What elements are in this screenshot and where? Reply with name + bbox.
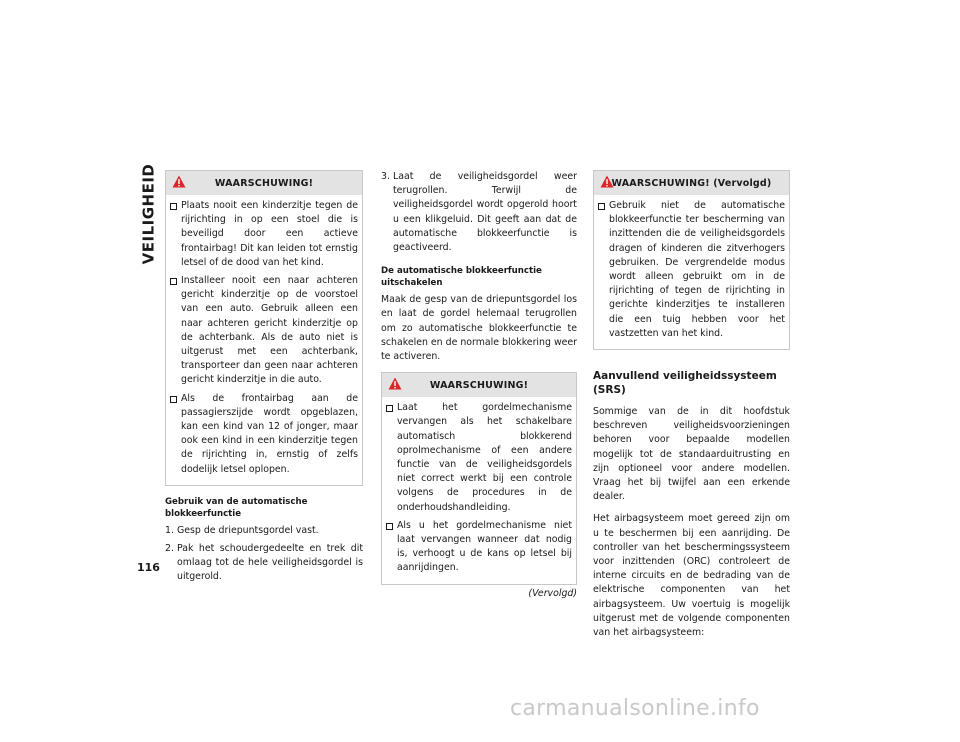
step-text: Gesp de driepuntsgordel vast. <box>177 524 319 536</box>
warning-item <box>598 199 785 341</box>
warning-body <box>594 195 789 349</box>
warning-triangle-icon <box>172 175 186 188</box>
checkbox-bullet-icon <box>386 405 393 412</box>
step-number: 1. <box>165 524 174 536</box>
warning-item <box>170 392 358 477</box>
watermark[interactable]: carmanualsonline.info <box>510 696 760 721</box>
checkbox-bullet-icon <box>598 203 605 210</box>
warning-item <box>170 199 358 270</box>
page-number: 116 <box>137 561 160 574</box>
checkbox-bullet-icon <box>170 203 177 210</box>
warning-item-text: Laat het gordelmechanisme vervangen als het schakelbare automatisch blokkerend oprolmechanisme of een andere functie van de veiligheidsgordels niet correct werkt bij een controle volgens de procedures in de onderhoudshandleiding. <box>397 402 572 513</box>
warning-header <box>166 171 362 195</box>
step-text: Pak het schoudergedeelte en trek dit omlaag tot de hele veiligheidsgordel is uitgerold. <box>177 543 363 583</box>
paragraph: Het airbagsysteem moet gereed zijn om u te beschermen bij een aanrijding. De controller van het beschermingssysteem voor inzittenden (ORC) controleert de interne circuits en de bedrading van de elektrische componenten van het airbagsysteem. Uw voertuig is mogelijk uitgerust met de volgende componenten van het airbagsysteem: <box>593 513 790 639</box>
subheading: De automatische blokkeerfunctie uitschakelen <box>381 266 542 289</box>
warning-header <box>594 171 789 195</box>
checkbox-bullet-icon <box>386 523 393 530</box>
step-number: 2. <box>165 543 174 555</box>
warning-item-text: Plaats nooit een kinderzitje tegen de rijrichting in op een stoel die is beveiligd door een actieve frontairbag! Dit kan leiden tot ernstig letsel of de dood van het kind. <box>181 200 358 268</box>
column-1 <box>165 170 363 589</box>
warning-box <box>593 170 790 350</box>
subheading: Gebruik van de automatische blokkeerfunctie <box>165 496 308 519</box>
step-text: Laat de veiligheidsgordel weer terugrollen. Terwijl de veiligheidsgordel wordt opgerold hoort u een klikgeluid. Dit geeft aan dat de automatische blokkeerfunctie is geactiveerd. <box>393 171 577 254</box>
warning-body <box>382 397 576 583</box>
warning-item-text: Als u het gordelmechanisme niet laat vervangen wanneer dat nodig is, verhoogt u de kans op letsel bij aanrijdingen. <box>397 519 572 574</box>
warning-title: WAARSCHUWING! (Vervolgd) <box>611 177 772 189</box>
warning-box <box>165 170 363 486</box>
warning-triangle-icon <box>388 377 402 390</box>
warning-title: WAARSCHUWING! <box>214 177 314 189</box>
column-2 <box>381 170 577 601</box>
warning-header <box>382 373 576 397</box>
section-label-text: VEILIGHEID <box>139 163 158 265</box>
warning-body <box>166 195 362 485</box>
checkbox-bullet-icon <box>170 278 177 285</box>
warning-item-text: Als de frontairbag aan de passagierszijde wordt opgeblazen, kan een kind van 12 of jonger, maar ook een kind in een kinderzitje tegen de rijrichting in, ernstig of zelfs dodelijk letsel oplopen. <box>181 392 358 475</box>
warning-title: WAARSCHUWING! <box>429 379 529 391</box>
continued-label: (Vervolgd) <box>528 587 577 599</box>
step-item <box>381 170 577 255</box>
checkbox-bullet-icon <box>170 396 177 403</box>
warning-triangle-icon <box>600 175 614 188</box>
step-item <box>165 542 363 585</box>
warning-item <box>386 519 572 576</box>
column-3 <box>593 170 790 648</box>
section-label <box>137 163 159 265</box>
warning-item <box>386 401 572 515</box>
step-item <box>165 524 363 538</box>
section-heading: Aanvullend veiligheidssysteem (SRS) <box>593 370 777 397</box>
paragraph: Maak de gesp van de driepuntsgordel los en laat de gordel helemaal terugrollen om zo automatische blokkeerfunctie te schakelen en de normale blokkering weer te activeren. <box>381 294 577 363</box>
warning-item-text: Gebruik niet de automatische blokkeerfunctie ter bescherming van inzittenden die de veiligheidsgordels dragen of kinderen die zitverhogers gebruiken. De vergrendelde modus wordt alleen gebruikt om in de rijrichting of tegen de rijrichting in gerichte kinderzitjes te installeren die een tuig hebben voor het vastzetten van het kind. <box>609 200 785 339</box>
warning-item <box>170 274 358 388</box>
step-number: 3. <box>381 171 390 182</box>
warning-item-text: Installeer nooit een naar achteren gericht kinderzitje op de voorstoel van een auto. Gebruik alleen een naar achteren gericht kinderzitje op de achterbank. Als de auto niet is uitgerust met een achterbank, transporteer dan geen naar achteren gericht kinderzitje in die auto. <box>181 275 358 386</box>
warning-box <box>381 372 577 584</box>
paragraph: Sommige van de in dit hoofdstuk beschreven veiligheidsvoorzieningen behoren voor bepaalde modellen mogelijk tot de standaarduitrusting en zijn optioneel voor andere modellen. Vraag het bij twijfel aan een erkende dealer. <box>593 406 790 503</box>
